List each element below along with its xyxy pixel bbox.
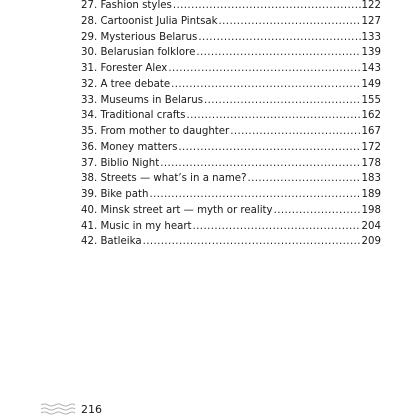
toc-entry-page: 172	[361, 141, 381, 153]
dot-leader	[149, 187, 360, 203]
page-footer	[40, 400, 102, 418]
toc-entry	[81, 14, 381, 30]
toc-entry-title: 38. Streets — what’s in a name?	[81, 173, 247, 185]
toc-entry-title: 42. Batleika	[81, 236, 142, 248]
dot-leader	[219, 14, 361, 30]
toc-entry-title: 32. A tree debate	[81, 78, 171, 90]
toc-entry-title: 41. Music in my heart	[81, 220, 192, 232]
toc-entry-page: 149	[361, 78, 381, 90]
toc-entry-title: 30. Belarusian folklore	[81, 47, 196, 59]
toc-entry	[81, 124, 381, 140]
toc-entry	[81, 171, 381, 187]
toc-entry-page: 178	[361, 157, 381, 169]
toc-entry	[81, 93, 381, 109]
toc-entry-page: 122	[361, 0, 381, 11]
toc-entry-page: 209	[361, 236, 381, 248]
toc-entry	[81, 234, 381, 250]
dot-leader	[196, 45, 360, 61]
dot-leader	[230, 124, 360, 140]
wave-lines-icon	[40, 402, 76, 416]
dot-leader	[160, 156, 360, 172]
toc-entry-title: 27. Fashion styles	[81, 0, 172, 11]
dot-leader	[193, 219, 361, 235]
toc-entry-title: 35. From mother to daughter	[81, 126, 230, 137]
dot-leader	[173, 0, 361, 14]
toc-entry-title: 36. Money matters	[81, 141, 178, 153]
dot-leader	[143, 234, 361, 250]
toc-entry	[81, 203, 381, 219]
toc-entry-page: 198	[361, 204, 381, 216]
dot-leader	[247, 171, 360, 187]
toc-entry-title: 31. Forester Alex	[81, 63, 168, 74]
toc-entry-page: 139	[361, 47, 381, 59]
dot-leader	[186, 108, 360, 124]
toc-entry	[81, 77, 381, 93]
toc-entry-page: 167	[361, 126, 381, 137]
toc-entry-title: 40. Minsk street art — myth or reality	[81, 204, 273, 216]
toc-entry-title: 28. Cartoonist Julia Pintsak	[81, 15, 218, 27]
toc-entry-page: 162	[361, 110, 381, 122]
toc-entry	[81, 108, 381, 124]
toc-entry	[81, 0, 381, 14]
toc-entry-title: 29. Mysterious Belarus	[81, 31, 198, 43]
toc-entry	[81, 156, 381, 172]
dot-leader	[171, 77, 360, 93]
toc-entry-page: 155	[361, 94, 381, 106]
dot-leader	[198, 30, 360, 46]
toc-entry-page: 127	[361, 15, 381, 27]
toc-entry-title: 33. Museums in Belarus	[81, 94, 203, 106]
table-of-contents	[81, 0, 381, 250]
dot-leader	[204, 93, 361, 109]
toc-entry-page: 204	[361, 220, 381, 232]
dot-leader	[178, 140, 360, 156]
toc-entry-page: 133	[361, 31, 381, 43]
toc-entry	[81, 61, 381, 77]
toc-entry-title: 34. Traditional crafts	[81, 110, 186, 122]
toc-entry-page: 143	[361, 63, 381, 74]
dot-leader	[274, 203, 361, 219]
toc-entry	[81, 187, 381, 203]
page-number: 216	[81, 402, 102, 416]
dot-leader	[168, 61, 360, 77]
toc-entry	[81, 140, 381, 156]
toc-entry-title: 39. Bike path	[81, 189, 149, 200]
toc-entry	[81, 45, 381, 61]
toc-entry-page: 189	[361, 189, 381, 200]
toc-entry	[81, 219, 381, 235]
toc-entry-page: 183	[361, 173, 381, 185]
toc-entry-title: 37. Biblio Night	[81, 157, 160, 169]
toc-entry	[81, 30, 381, 46]
